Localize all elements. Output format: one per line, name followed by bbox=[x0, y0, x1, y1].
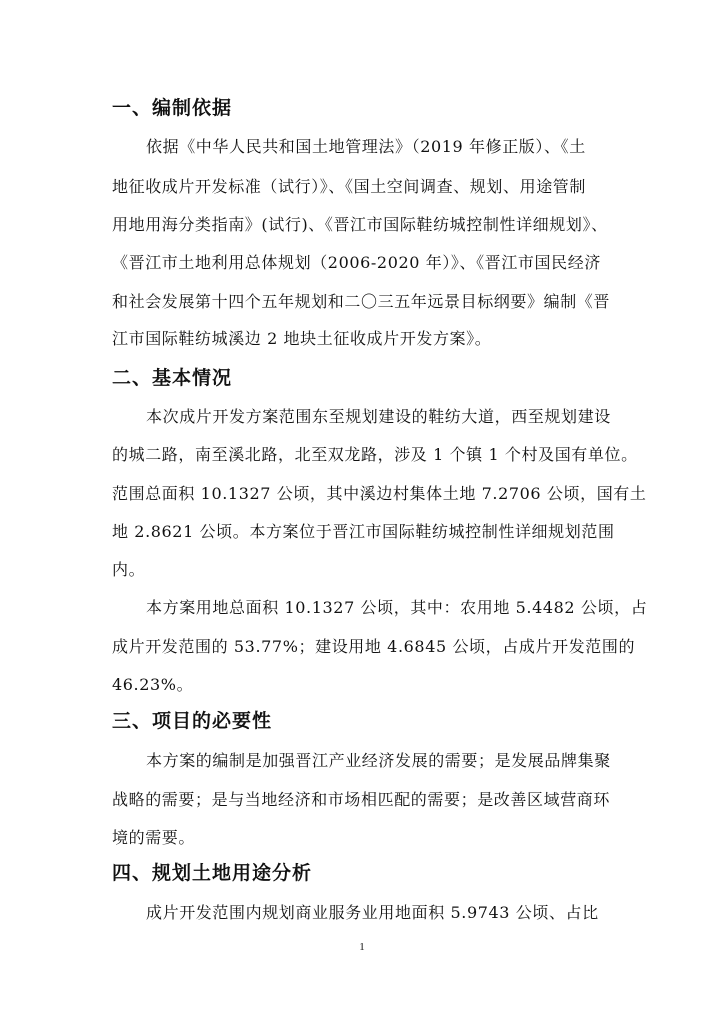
paragraph-line: 和社会发展第十四个五年规划和二〇三五年远景目标纲要》编制《晋 bbox=[112, 292, 611, 311]
paragraph-line: 的城二路，南至溪北路，北至双龙路，涉及 1 个镇 1 个村及国有单位。 bbox=[112, 445, 638, 464]
section-heading-4: 四、规划土地用途分析 bbox=[112, 862, 313, 884]
paragraph-line: 地 2.8621 公顷。本方案位于晋江市国际鞋纺城控制性详细规划范围 bbox=[112, 522, 615, 541]
paragraph-line: 《晋江市土地利用总体规划（2006-2020 年）》、《晋江市国民经济 bbox=[112, 253, 601, 272]
page-number: 1 bbox=[359, 941, 365, 953]
paragraph-line: 成片开发范围的 53.77%；建设用地 4.6845 公顷，占成片开发范围的 bbox=[112, 637, 636, 656]
paragraph-line: 成片开发范围内规划商业服务业用地面积 5.9743 公顷、占比 bbox=[146, 903, 599, 922]
paragraph-line: 46.23%。 bbox=[112, 675, 194, 694]
paragraph-line: 地征收成片开发标准（试行）》、《国土空间调查、规划、用途管制 bbox=[112, 177, 587, 196]
section-heading-1: 一、编制依据 bbox=[112, 97, 233, 119]
section-heading-3: 三、项目的必要性 bbox=[112, 710, 273, 732]
paragraph-line: 用地用海分类指南》(试行)、《晋江市国际鞋纺城控制性详细规划》、 bbox=[112, 215, 608, 234]
paragraph-line: 范围总面积 10.1327 公顷，其中溪边村集体土地 7.2706 公顷，国有土 bbox=[112, 484, 647, 503]
paragraph-line: 内。 bbox=[112, 560, 146, 579]
paragraph-line: 战略的需要；是与当地经济和市场相匹配的需要；是改善区域营商环 bbox=[112, 790, 611, 809]
paragraph-line: 本方案的编制是加强晋江产业经济发展的需要；是发展品牌集聚 bbox=[146, 751, 611, 770]
paragraph-line: 依据《中华人民共和国土地管理法》（2019 年修正版）、《土 bbox=[146, 137, 586, 156]
section-heading-2: 二、基本情况 bbox=[112, 367, 233, 389]
paragraph-line: 本方案用地总面积 10.1327 公顷，其中：农用地 5.4482 公顷，占 bbox=[146, 598, 648, 617]
paragraph-line: 本次成片开发方案范围东至规划建设的鞋纺大道，西至规划建设 bbox=[146, 407, 611, 426]
paragraph-line: 境的需要。 bbox=[112, 828, 196, 847]
paragraph-line: 江市国际鞋纺城溪边 2 地块土征收成片开发方案》。 bbox=[112, 329, 492, 348]
